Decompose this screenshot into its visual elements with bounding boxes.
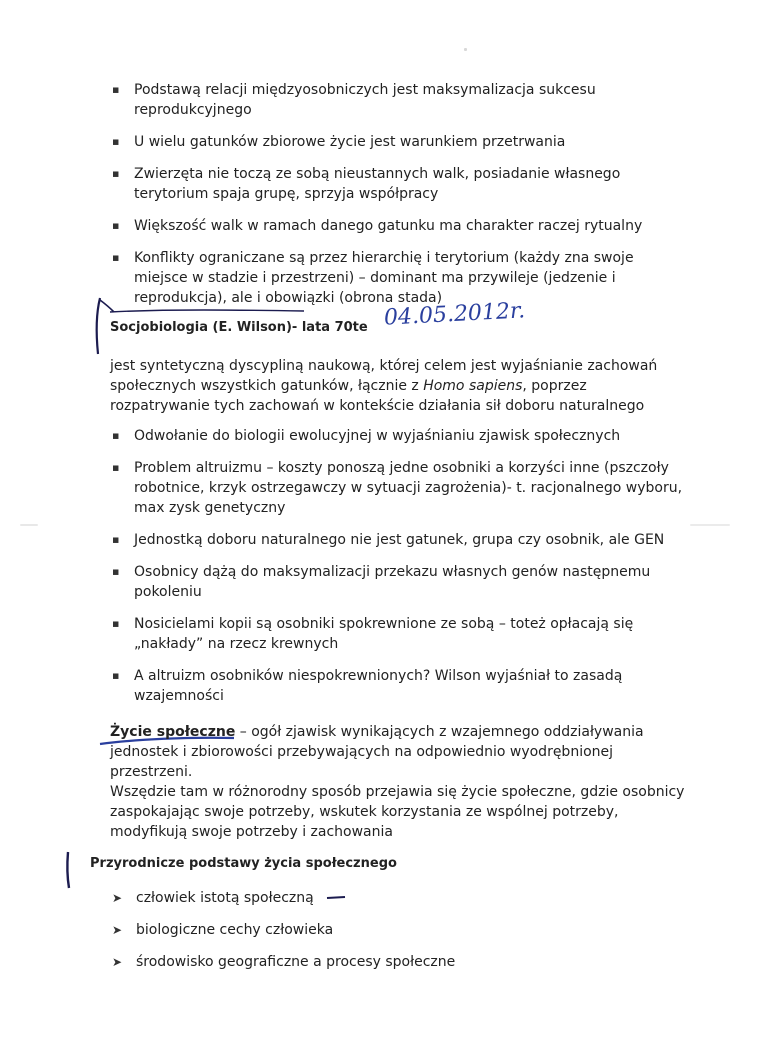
arrow-item-text: biologiczne cechy człowieka xyxy=(136,922,334,938)
arrow-item-text: środowisko geograficzne a procesy społeczne xyxy=(136,954,456,970)
bullet-list-intro xyxy=(110,80,690,320)
scan-speck xyxy=(20,524,38,526)
handwritten-date: 04.05.2012r. xyxy=(383,298,526,331)
term-zycie-spoleczne: Życie społeczne xyxy=(110,724,236,740)
bullet-item: ▪ Większość walk w ramach danego gatunku ma charakter raczej rytualny xyxy=(110,216,690,236)
sociobiology-definition xyxy=(110,356,685,416)
scan-speck xyxy=(464,48,467,51)
definition-text-start: jest syntetyczną dyscypliną naukową, której celem jest wyjaśnianie zachowań społecznych wszystkich gatunków, łącznie z xyxy=(110,358,658,394)
bullet-item: ▪ Podstawą relacji międzyosobniczych jest maksymalizacja sukcesu reprodukcyjnego xyxy=(110,80,690,120)
bullet-item: ▪ Konflikty ograniczane są przez hierarchię i terytorium (każdy zna swoje miejsce w stadzie i przestrzeni) – dominant ma przywileje (jedzenie i reprodukcja), ale i obowiązki (obrona stada) xyxy=(110,248,690,308)
arrow-item-text: człowiek istotą społeczną xyxy=(136,890,314,906)
handwritten-underline-socio xyxy=(108,306,308,316)
bullet-item: ▪ Nosicielami kopii są osobniki spokrewnione ze sobą – toteż opłacają się „nakłady” na rzecz krewnych xyxy=(110,614,690,654)
section-heading-natural-foundations: Przyrodnicze podstawy życia społecznego xyxy=(90,856,397,871)
scan-speck xyxy=(690,524,730,526)
definition-text-end: , poprzez rozpatrywanie tych zachowań w kontekście działania sił doboru naturalnego xyxy=(110,378,645,414)
term-definition: – ogół zjawisk wynikających z wzajemnego oddziaływania jednostek i zbiorowości przebywających na odpowiednio wyodrębnionej przestrzeni. xyxy=(110,724,644,780)
arrow-item xyxy=(110,920,610,940)
bullet-item: ▪ Zwierzęta nie toczą ze sobą nieustannych walk, posiadanie własnego terytorium spaja grupę, sprzyja współpracy xyxy=(110,164,690,204)
arrow-item xyxy=(110,888,610,908)
handwritten-dash xyxy=(326,893,346,903)
bullet-item: ▪ Odwołanie do biologii ewolucyjnej w wyjaśnianiu zjawisk społecznych xyxy=(110,426,690,446)
bullet-list-sociobiology xyxy=(110,426,690,718)
bullet-item: ▪ U wielu gatunków zbiorowe życie jest warunkiem przetrwania xyxy=(110,132,690,152)
bullet-item: ▪ Problem altruizmu – koszty ponoszą jedne osobniki a korzyści inne (pszczoły robotnice, krzyk ostrzegawczy w sytuacji zagrożenia)- t. racjonalnego wyboru, max zysk genetyczny xyxy=(110,458,690,518)
bullet-item: ▪ A altruizm osobników niespokrewnionych? Wilson wyjaśniał to zasadą wzajemności xyxy=(110,666,690,706)
bullet-item: ▪ Osobnicy dążą do maksymalizacji przekazu własnych genów następnemu pokoleniu xyxy=(110,562,690,602)
arrow-list-natural-foundations xyxy=(110,888,610,984)
section-heading-sociobiology: Socjobiologia (E. Wilson)- lata 70te xyxy=(110,320,368,335)
handwritten-margin-mark xyxy=(60,850,76,890)
term-elaboration: Wszędzie tam w różnorodny sposób przejawia się życie społeczne, gdzie osobnicy zaspokajając swoje potrzeby, wskutek korzystania ze wspólnej potrzeby, modyfikują swoje potrzeby i zachowania xyxy=(110,784,685,840)
social-life-definition xyxy=(110,722,685,842)
bullet-item: ▪ Jednostką doboru naturalnego nie jest gatunek, grupa czy osobnik, ale GEN xyxy=(110,530,690,550)
arrow-item xyxy=(110,952,610,972)
definition-text-italic: Homo sapiens xyxy=(423,378,523,394)
